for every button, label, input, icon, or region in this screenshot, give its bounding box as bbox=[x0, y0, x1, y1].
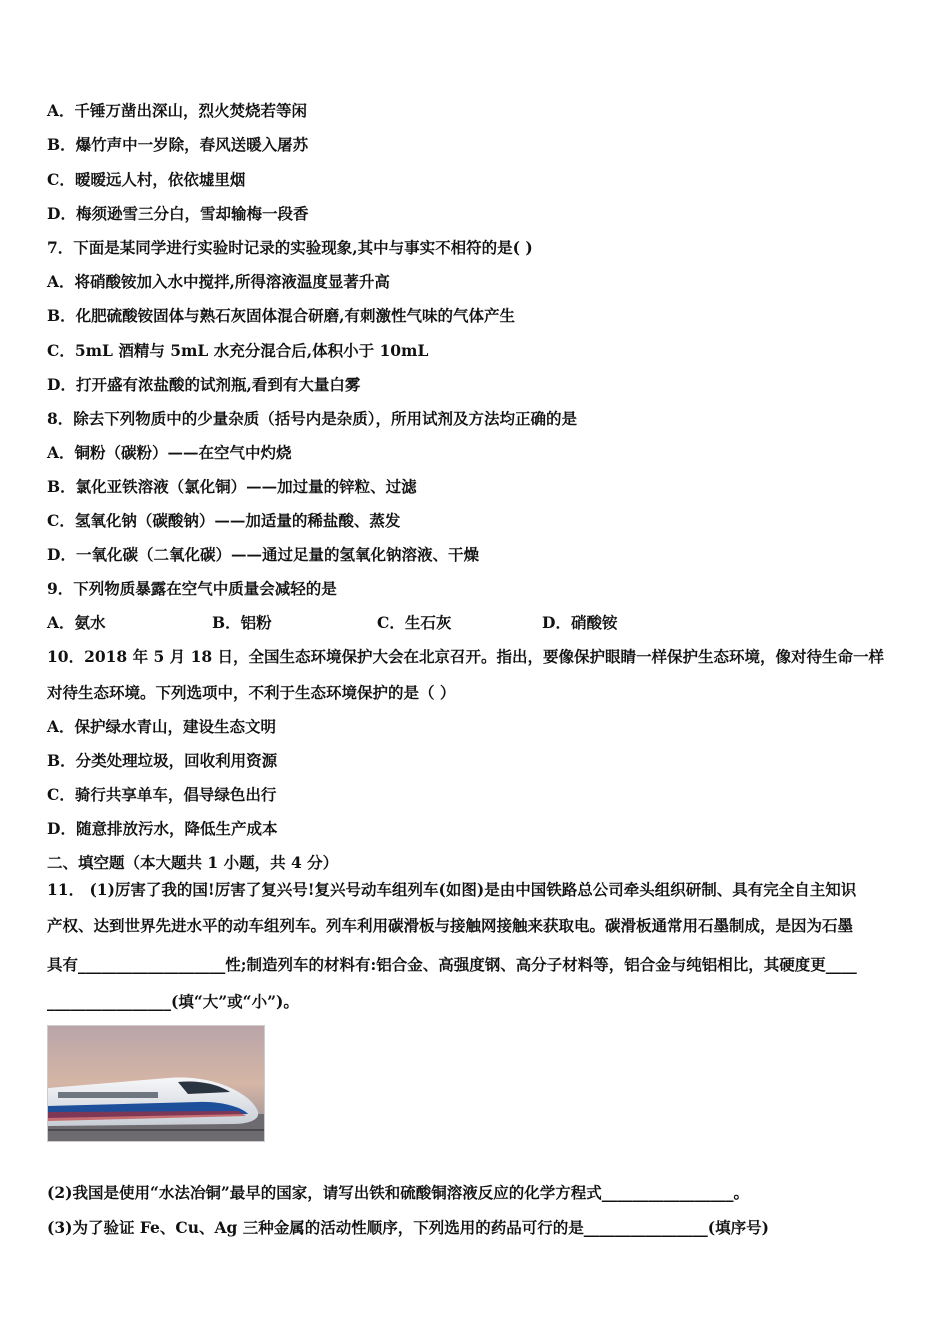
q8-option-a: A．铜粉（碳粉）——在空气中灼烧 bbox=[47, 443, 292, 462]
q9-option-d: D．硝酸铵 bbox=[542, 613, 618, 632]
q11-line2: 产权、达到世界先进水平的动车组列车。列车利用碳滑板与接触网接触来获取电。碳滑板通常用石墨制成，是因为石墨 bbox=[47, 916, 854, 935]
q10-stem-line2: 对待生态环境。下列选项中，不利于生态环境保护的是（ ） bbox=[47, 683, 456, 702]
q7-option-c: C．5mL 酒精与 5mL 水充分混合后,体积小于 10mL bbox=[47, 341, 429, 360]
q9-options-row bbox=[47, 613, 617, 633]
q8-option-d: D．一氧化碳（二氧化碳）——通过足量的氢氧化钠溶液、干燥 bbox=[47, 545, 479, 564]
q10-option-c: C．骑行共享单车，倡导绿色出行 bbox=[47, 785, 277, 804]
q10-option-d: D．随意排放污水，降低生产成本 bbox=[47, 819, 278, 838]
q9-stem: 9．下列物质暴露在空气中质量会减轻的是 bbox=[47, 579, 337, 598]
q6-option-b: B．爆竹声中一岁除，春风送暖入屠苏 bbox=[47, 135, 309, 154]
section-heading: 二、填空题（本大题共 1 小题，共 4 分） bbox=[47, 853, 339, 872]
q7-option-a: A．将硝酸铵加入水中搅拌,所得溶液温度显著升高 bbox=[47, 272, 390, 291]
q10-option-b: B．分类处理垃圾，回收利用资源 bbox=[47, 751, 278, 770]
q11-part2: (2)我国是使用“水法冶铜”最早的国家，请写出铁和硫酸铜溶液反应的化学方程式_________________。 bbox=[47, 1183, 750, 1202]
bullet-train-image bbox=[47, 1025, 265, 1142]
q7-option-d: D．打开盛有浓盐酸的试剂瓶,看到有大量白雾 bbox=[47, 375, 361, 394]
q11-line1: 11． (1)厉害了我的国!厉害了复兴号!复兴号动车组列车(如图)是由中国铁路总公司牵头组织研制、具有完全自主知识 bbox=[47, 880, 857, 899]
q9-option-b: B．铝粉 bbox=[212, 613, 272, 632]
q8-option-c: C．氢氧化钠（碳酸钠）——加适量的稀盐酸、蒸发 bbox=[47, 511, 401, 530]
q10-option-a: A．保护绿水青山，建设生态文明 bbox=[47, 717, 277, 736]
q11-part3: (3)为了验证 Fe、Cu、Ag 三种金属的活动性顺序，下列选用的药品可行的是________________(填序号) bbox=[47, 1218, 769, 1237]
q6-option-d: D．梅须逊雪三分白，雪却输梅一段香 bbox=[47, 204, 309, 223]
q10-stem-line1: 10．2018 年 5 月 18 日，全国生态环境保护大会在北京召开。指出，要像保护眼睛一样保护生态环境，像对待生命一样 bbox=[47, 647, 885, 666]
q7-stem: 7．下面是某同学进行实验时记录的实验现象,其中与事实不相符的是( ) bbox=[47, 238, 533, 257]
q8-option-b: B．氯化亚铁溶液（氯化铜）——加过量的锌粒、过滤 bbox=[47, 477, 417, 496]
q9-option-a: A．氨水 bbox=[47, 613, 106, 632]
q6-option-a: A．千锤万凿出深山，烈火焚烧若等闲 bbox=[47, 101, 308, 120]
q11-line4: ________________(填“大”或“小”)。 bbox=[47, 992, 299, 1011]
q6-option-c: C．暧暧远人村，依依墟里烟 bbox=[47, 170, 246, 189]
q7-option-b: B．化肥硫酸铵固体与熟石灰固体混合研磨,有刺激性气味的气体产生 bbox=[47, 306, 515, 325]
q9-option-c: C．生石灰 bbox=[377, 613, 452, 632]
q8-stem: 8．除去下列物质中的少量杂质（括号内是杂质），所用试剂及方法均正确的是 bbox=[47, 409, 578, 428]
q11-line3: 具有___________________性;制造列车的材料有:铝合金、高强度钢、高分子材料等，铝合金与纯铝相比，其硬度更____ bbox=[47, 955, 857, 974]
